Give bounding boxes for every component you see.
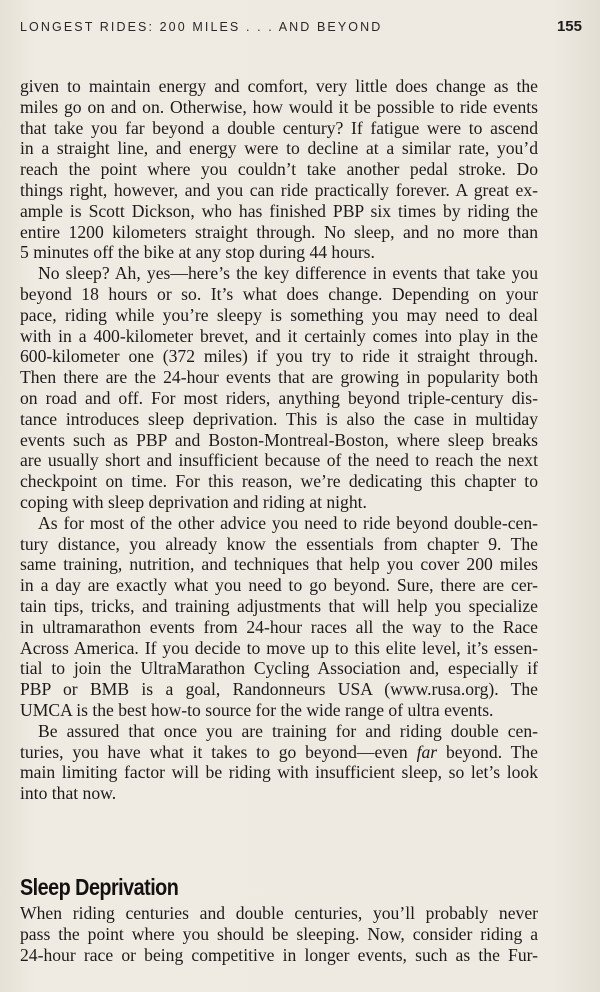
text-line: Then there are the 24-hour events that are growing in popularity both bbox=[20, 367, 538, 388]
running-header bbox=[20, 20, 582, 38]
text-line: in a straight line, and energy were to decline at a similar rate, you’d bbox=[20, 138, 538, 159]
text-line: 24-hour race or being competitive in longer events, such as the Fur- bbox=[20, 944, 538, 965]
body-text bbox=[20, 76, 538, 804]
text-line: UMCA is the best how-to source for the wide range of ultra events. bbox=[20, 699, 494, 720]
paragraph-3 bbox=[20, 513, 538, 721]
text-line: are usually short and insufficient because of the need to reach the next bbox=[20, 450, 538, 471]
section-paragraph bbox=[20, 903, 538, 965]
text-line: PBP or BMB is a goal, Randonneurs USA (www.rusa.org). The bbox=[20, 679, 538, 700]
paragraph-1 bbox=[20, 76, 538, 263]
text-line: As for most of the other advice you need to ride beyond double-cen- bbox=[38, 512, 538, 533]
text-line: miles go on and on. Otherwise, how would it be possible to ride events bbox=[20, 96, 538, 117]
section-heading: Sleep Deprivation bbox=[20, 874, 179, 900]
text-line: into that now. bbox=[20, 783, 117, 804]
section-body bbox=[20, 903, 538, 965]
text-line: pass the point where you should be sleeping. Now, consider riding a bbox=[20, 923, 538, 944]
text-line: No sleep? Ah, yes—here’s the key difference in events that take you bbox=[38, 263, 538, 284]
text-line: in ultramarathon events from 24-hour races all the way to the Race bbox=[20, 616, 538, 637]
text-line bbox=[20, 742, 538, 763]
paragraph-4 bbox=[20, 721, 538, 804]
emphasis-text: far bbox=[416, 741, 438, 762]
text-line: tance introduces sleep deprivation. This is also the case in multiday bbox=[20, 408, 538, 429]
text-line: pace, riding while you’re sleepy is something you may need to deal bbox=[20, 304, 538, 325]
text-line: reach the point where you couldn’t take another pedal stroke. Do bbox=[20, 159, 538, 180]
text-line: Be assured that once you are training for and riding double cen- bbox=[38, 720, 538, 741]
text-segment: turies, you have what it takes to go beyond—even bbox=[20, 741, 417, 762]
page-number: 155 bbox=[556, 18, 582, 35]
text-line: given to maintain energy and comfort, very little does change as the bbox=[20, 76, 538, 96]
text-line: tain tips, tricks, and training adjustments that will help you specialize bbox=[20, 595, 538, 616]
text-line: with in a 400-kilometer brevet, and it certainly comes into play in the bbox=[20, 325, 538, 346]
text-line: When riding centuries and double centuries, you’ll probably never bbox=[20, 903, 538, 923]
text-line: on road and off. For most riders, anything beyond triple-century dis- bbox=[20, 387, 538, 408]
text-line: that take you far beyond a double century? If fatigue were to ascend bbox=[20, 117, 538, 138]
text-line: Across America. If you decide to move up to this elite level, it’s essen- bbox=[20, 637, 538, 658]
text-line: coping with sleep deprivation and riding at night. bbox=[20, 491, 367, 512]
text-line: beyond 18 hours or so. It’s what does change. Depending on your bbox=[20, 283, 538, 304]
text-segment: beyond. The bbox=[437, 741, 538, 762]
text-line: 600-kilometer one (372 miles) if you try to ride it straight through. bbox=[20, 346, 538, 367]
running-title: LONGEST RIDES: 200 MILES . . . AND BEYOND bbox=[20, 20, 383, 34]
paragraph-2 bbox=[20, 263, 538, 513]
text-line: main limiting factor will be riding with insufficient sleep, so let’s look bbox=[20, 762, 538, 783]
text-line: ample is Scott Dickson, who has finished PBP six times by riding the bbox=[20, 200, 538, 221]
text-line: tial to join the UltraMarathon Cycling Association and, especially if bbox=[20, 658, 538, 679]
text-line: events such as PBP and Boston-Montreal-Boston, where sleep breaks bbox=[20, 429, 538, 450]
text-line: things right, however, and you can ride practically forever. A great ex- bbox=[20, 179, 538, 200]
text-line: entire 1200 kilometers straight through. No sleep, and no more than bbox=[20, 221, 538, 242]
text-line: tury distance, you already know the essentials from chapter 9. The bbox=[20, 533, 538, 554]
text-line: same training, nutrition, and techniques that help you cover 200 miles bbox=[20, 554, 538, 575]
text-line: in a day are exactly what you need to go beyond. Sure, there are cer- bbox=[20, 575, 538, 596]
text-line: checkpoint on time. For this reason, we’re dedicating this chapter to bbox=[20, 471, 538, 492]
text-line: 5 minutes off the bike at any stop during 44 hours. bbox=[20, 242, 375, 263]
